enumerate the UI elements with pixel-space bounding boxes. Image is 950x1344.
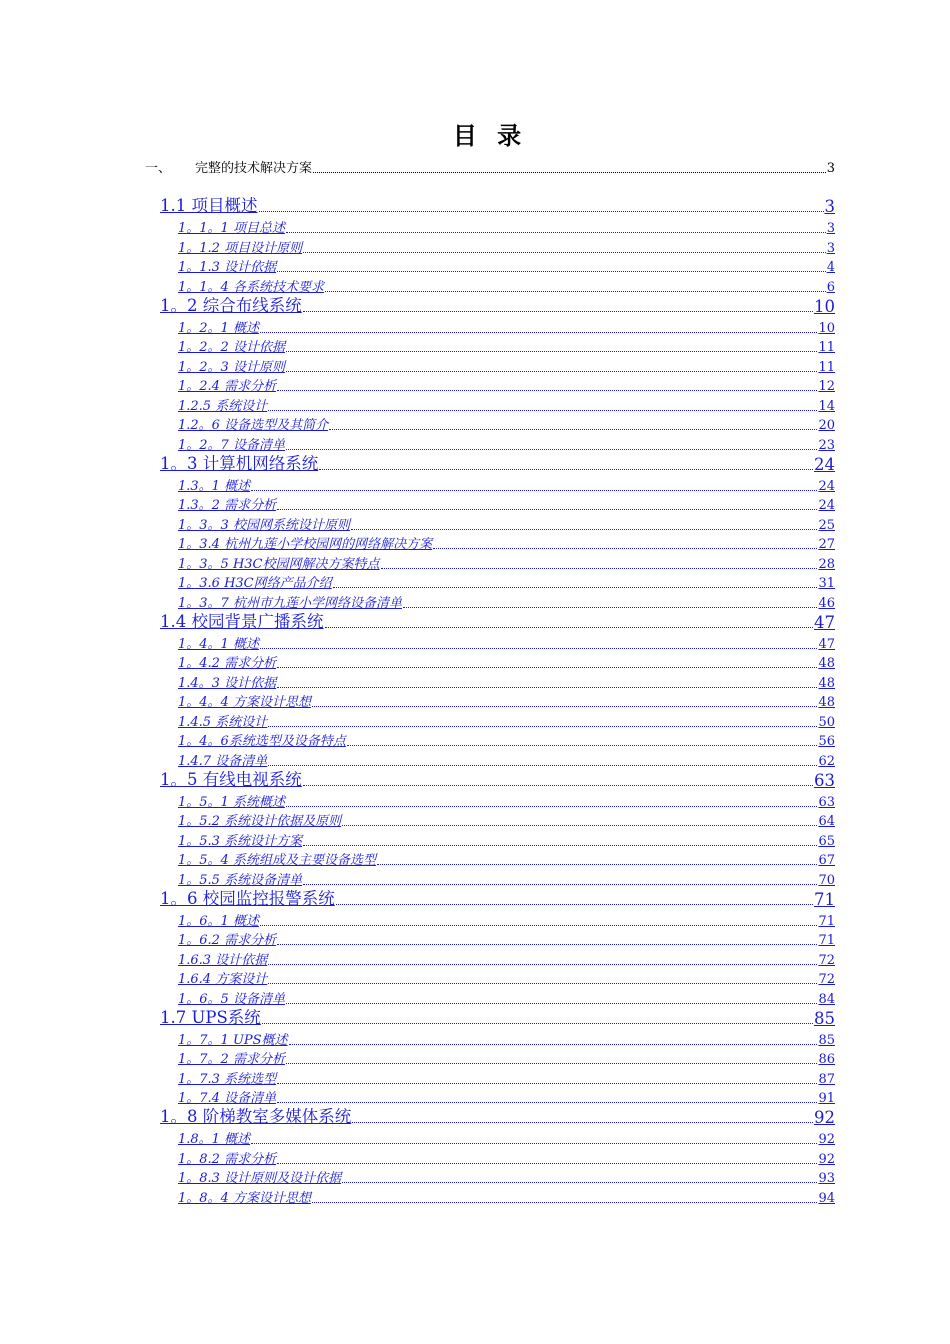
dot-leader — [277, 508, 817, 510]
toc-entry-label: 1。1.2 项目设计原则 — [178, 240, 303, 256]
dot-leader — [251, 1142, 817, 1144]
dot-leader — [268, 764, 817, 766]
dot-leader — [433, 547, 817, 549]
toc-subsection-link[interactable] — [178, 652, 835, 671]
toc-page-number: 46 — [818, 595, 835, 611]
page-title: 目 录 — [452, 121, 528, 150]
dot-leader — [268, 963, 817, 965]
toc-entry-label: 1。3。5 H3C校园网解决方案特点 — [178, 556, 380, 572]
dot-leader — [352, 1121, 813, 1123]
dot-leader — [303, 251, 826, 253]
toc-subsection-link[interactable] — [178, 494, 835, 513]
toc-subsection-link[interactable] — [178, 217, 835, 236]
toc-page-number: 3 — [824, 197, 835, 216]
toc-page-number: 92 — [818, 1151, 835, 1167]
toc-entry-label: 1.3。2 需求分析 — [178, 498, 277, 513]
toc-entry-label: 1。6。5 设备清单 — [178, 991, 285, 1007]
toc-section-link[interactable] — [160, 889, 835, 909]
toc-subsection-link[interactable] — [178, 414, 835, 433]
toc-subsection-link[interactable] — [178, 514, 835, 533]
toc-page-number: 3 — [826, 161, 835, 176]
dot-leader — [303, 883, 817, 885]
dot-leader — [336, 903, 813, 905]
toc-section-link[interactable] — [160, 1107, 835, 1127]
dot-leader — [403, 606, 818, 608]
toc-entry-label: 1.4。3 设计依据 — [178, 675, 277, 691]
dot-leader — [329, 428, 817, 430]
toc-page-number: 84 — [818, 991, 835, 1007]
toc-page-number: 92 — [818, 1132, 835, 1147]
dot-leader — [377, 863, 818, 865]
toc-entry-label: 1.4.7 设备清单 — [178, 753, 268, 769]
dot-leader — [286, 1062, 818, 1064]
toc-page-number: 63 — [814, 770, 835, 790]
toc-subsection-link[interactable] — [178, 336, 835, 355]
dot-leader — [286, 805, 818, 807]
toc-entry-label: 1。1。1 项目总述 — [178, 221, 285, 236]
toc-chapter-entry — [145, 156, 835, 176]
toc-page-number: 47 — [818, 636, 835, 652]
toc-page-number: 92 — [814, 1108, 835, 1127]
dot-leader — [342, 1181, 817, 1183]
toc-entry-label: 1。6.2 需求分析 — [178, 933, 277, 948]
dot-leader — [313, 171, 826, 173]
toc-entry-label: 1。3 计算机网络系统 — [160, 453, 319, 473]
toc-subsection-link[interactable] — [178, 691, 835, 710]
toc-section-link[interactable] — [160, 196, 835, 216]
toc-entry-label: 1。3。7 杭州市九莲小学网络设备清单 — [178, 595, 402, 611]
dot-leader — [277, 389, 817, 391]
dot-leader — [286, 448, 818, 450]
toc-subsection-link[interactable] — [178, 256, 835, 275]
dot-leader — [312, 705, 818, 707]
dot-leader — [347, 744, 818, 746]
toc-page-number: 24 — [814, 454, 835, 474]
dot-leader — [286, 231, 826, 233]
toc-page-number: 48 — [818, 695, 835, 710]
toc-entry-label: 1。2。3 设计原则 — [178, 359, 285, 375]
toc-entry-label: 1。2.4 需求分析 — [178, 379, 277, 394]
toc-subsection-link[interactable] — [178, 1068, 835, 1087]
toc-section-link[interactable] — [160, 454, 835, 474]
toc-entry-label: 1。5。4 系统组成及主要设备选型 — [178, 853, 376, 868]
toc-page-number: 56 — [818, 734, 835, 749]
toc-entry-label: 1.3。1 概述 — [178, 478, 251, 494]
toc-page-number: 65 — [818, 833, 835, 849]
toc-subsection-link[interactable] — [178, 968, 835, 987]
dot-leader — [351, 528, 818, 530]
toc-entry-label: 1。8。4 方案设计思想 — [178, 1190, 311, 1206]
toc-page-number: 85 — [818, 1032, 835, 1048]
toc-section-link[interactable] — [160, 296, 835, 316]
toc-subsection-link[interactable] — [178, 1187, 835, 1206]
toc-subsection-link[interactable] — [178, 830, 835, 849]
dot-leader — [268, 982, 817, 984]
toc-subsection-link[interactable] — [178, 533, 835, 552]
toc-page-number: 23 — [818, 437, 835, 453]
toc-entry-label: 1。5 有线电视系统 — [160, 769, 302, 789]
toc-entry-label: 1。1。4 各系统技术要求 — [178, 279, 324, 295]
toc-page-number: 6 — [826, 279, 835, 295]
dot-leader — [259, 210, 824, 212]
toc-entry-label: 1.2.5 系统设计 — [178, 398, 268, 414]
toc-entry-label: 1。5.2 系统设计依据及原则 — [178, 814, 342, 829]
dot-leader — [289, 1043, 818, 1045]
dot-leader — [286, 370, 818, 372]
toc-subsection-link[interactable] — [178, 672, 835, 691]
toc-subsection-link[interactable] — [178, 1048, 835, 1067]
dot-leader — [381, 567, 818, 569]
toc-entry-label: 1。2。1 概述 — [178, 320, 259, 336]
dot-leader — [268, 409, 817, 411]
toc-subsection-link[interactable] — [178, 633, 835, 652]
toc-page-number: 27 — [818, 537, 835, 552]
toc-page-number: 3 — [826, 240, 835, 256]
toc-entry-label: 1.6.4 方案设计 — [178, 972, 268, 987]
dot-leader — [277, 666, 817, 668]
dot-leader — [251, 489, 817, 491]
toc-entry-label: 1。3.4 杭州九莲小学校园网的网络解决方案 — [178, 537, 433, 552]
toc-page-number: 31 — [818, 576, 835, 591]
toc-entry-label: 1。3.6 H3C网络产品介绍 — [178, 576, 332, 591]
dot-leader — [260, 331, 818, 333]
toc-entry-label: 1。6 校园监控报警系统 — [160, 888, 335, 908]
toc-page-number: 93 — [818, 1171, 835, 1186]
dot-leader — [286, 1002, 818, 1004]
toc-page-number: 3 — [826, 221, 835, 236]
toc-entry-label: 1。7.4 设备清单 — [178, 1091, 277, 1106]
dot-leader — [325, 626, 814, 628]
toc-subsection-link[interactable] — [178, 988, 835, 1007]
toc-subsection-link[interactable] — [178, 395, 835, 414]
toc-page-number: 48 — [818, 675, 835, 691]
toc-page-number: 62 — [818, 753, 835, 769]
toc-subsection-link[interactable] — [178, 356, 835, 375]
toc-entry-label: 1。4。6系统选型及设备特点 — [178, 734, 346, 749]
toc-page-number: 10 — [818, 320, 835, 336]
toc-page-number: 4 — [826, 260, 835, 275]
dot-leader — [268, 725, 817, 727]
toc-page-number: 50 — [818, 714, 835, 730]
dot-leader — [312, 1201, 818, 1203]
toc-subsection-link[interactable] — [178, 711, 835, 730]
toc-entry-label: 1.7 UPS系统 — [160, 1007, 261, 1027]
toc-entry-label: 1。1.3 设计依据 — [178, 260, 277, 275]
toc-subsection-link[interactable] — [178, 791, 835, 810]
toc-page-number: 86 — [818, 1052, 835, 1067]
toc-entry-label: 1。4.2 需求分析 — [178, 656, 277, 671]
toc-section-link[interactable] — [160, 1008, 835, 1028]
toc-entry-label: 1。5。1 系统概述 — [178, 794, 285, 810]
dot-leader — [325, 290, 826, 292]
dot-leader — [277, 943, 817, 945]
toc-entry-label: 1。2。2 设计依据 — [178, 340, 285, 355]
toc-entry-label: 1。4。4 方案设计思想 — [178, 695, 311, 710]
dot-leader — [277, 270, 826, 272]
toc-entry-label: 1。2。7 设备清单 — [178, 437, 285, 453]
dot-leader — [303, 784, 813, 786]
toc-entry-label: 1。5.3 系统设计方案 — [178, 833, 303, 849]
toc-entry-label: 1。4。1 概述 — [178, 636, 259, 652]
toc-subsection-link[interactable] — [178, 1029, 835, 1048]
toc-subsection-link[interactable] — [178, 949, 835, 968]
toc-page-number: 91 — [818, 1091, 835, 1106]
dot-leader — [262, 1022, 813, 1024]
toc-subsection-link[interactable] — [178, 1128, 835, 1147]
toc-page-number: 28 — [818, 556, 835, 572]
toc-page-number: 85 — [814, 1008, 835, 1028]
toc-entry-label: 1.4 校园背景广播系统 — [160, 611, 324, 631]
toc-page-number: 12 — [818, 379, 835, 394]
toc-page-number: 71 — [818, 933, 835, 948]
toc-subsection-link[interactable] — [178, 730, 835, 749]
toc-entry-label: 1.6.3 设计依据 — [178, 952, 268, 968]
dot-leader — [277, 1082, 817, 1084]
toc-entry-label: 1.4.5 系统设计 — [178, 714, 268, 730]
toc-subsection-link[interactable] — [178, 810, 835, 829]
toc-subsection-link[interactable] — [178, 475, 835, 494]
toc-subsection-link[interactable] — [178, 1167, 835, 1186]
toc-entry-label: 1。8.2 需求分析 — [178, 1151, 277, 1167]
dot-leader — [260, 647, 818, 649]
toc-page-number: 24 — [818, 498, 835, 513]
dot-leader — [333, 586, 818, 588]
toc-subsection-link[interactable] — [178, 572, 835, 591]
dot-leader — [260, 924, 818, 926]
toc-page-number: 63 — [818, 794, 835, 810]
toc-entry-label: 1。7.3 系统选型 — [178, 1071, 277, 1087]
toc-entry-label: 1。3。3 校园网系统设计原则 — [178, 517, 350, 533]
toc-page-number: 11 — [818, 359, 835, 375]
toc-subsection-link[interactable] — [178, 910, 835, 929]
toc-section-link[interactable] — [160, 770, 835, 790]
toc-page-number: 67 — [818, 853, 835, 868]
toc-subsection-link[interactable] — [178, 317, 835, 336]
toc-entry-label: 1.1 项目概述 — [160, 196, 258, 215]
toc-page-number: 25 — [818, 517, 835, 533]
dot-leader — [286, 350, 818, 352]
toc-subsection-link[interactable] — [178, 375, 835, 394]
toc-entry-label: 1。2 综合布线系统 — [160, 295, 302, 315]
toc-page-number: 87 — [818, 1071, 835, 1087]
toc-entry-label: 完整的技术解决方案 — [195, 161, 313, 176]
chapter-number: 一、 — [145, 161, 172, 176]
toc-subsection-link[interactable] — [178, 237, 835, 256]
toc-page-number: 72 — [818, 952, 835, 968]
toc-subsection-link[interactable] — [178, 1148, 835, 1167]
toc-section-link[interactable] — [160, 612, 835, 632]
toc-page-number: 94 — [818, 1190, 835, 1206]
toc-page-number: 14 — [818, 398, 835, 414]
toc-page-number: 70 — [818, 872, 835, 888]
toc-page-number: 72 — [818, 972, 835, 987]
toc-entry-label: 1。8 阶梯教室多媒体系统 — [160, 1107, 352, 1126]
toc-page-number: 20 — [818, 418, 835, 433]
toc-page-number: 71 — [814, 889, 835, 909]
toc-entry-label: 1.8。1 概述 — [178, 1132, 251, 1147]
toc-page-number: 10 — [814, 296, 835, 316]
dot-leader — [342, 824, 817, 826]
toc-subsection-link[interactable] — [178, 929, 835, 948]
dot-leader — [277, 1162, 817, 1164]
toc-entry-label: 1。6。1 概述 — [178, 913, 259, 929]
toc-entry-label: 1。5.5 系统设备清单 — [178, 872, 303, 888]
toc-page-number: 48 — [818, 656, 835, 671]
toc-entry-label: 1。7。1 UPS概述 — [178, 1032, 288, 1048]
toc-page-number: 64 — [818, 814, 835, 829]
dot-leader — [319, 468, 813, 470]
toc-subsection-link[interactable] — [178, 553, 835, 572]
toc-entry-label: 1.2。6 设备选型及其简介 — [178, 418, 329, 433]
toc-page-number: 47 — [814, 612, 835, 632]
toc-entry-label: 1。8.3 设计原则及设计依据 — [178, 1171, 342, 1186]
toc-page-number: 11 — [818, 340, 835, 355]
dot-leader — [277, 686, 817, 688]
toc-page-number: 71 — [818, 913, 835, 929]
toc-subsection-link[interactable] — [178, 849, 835, 868]
toc-page-number: 24 — [818, 478, 835, 494]
dot-leader — [303, 310, 813, 312]
dot-leader — [303, 844, 817, 846]
toc-entry-label: 1。7。2 需求分析 — [178, 1052, 285, 1067]
dot-leader — [277, 1101, 817, 1103]
